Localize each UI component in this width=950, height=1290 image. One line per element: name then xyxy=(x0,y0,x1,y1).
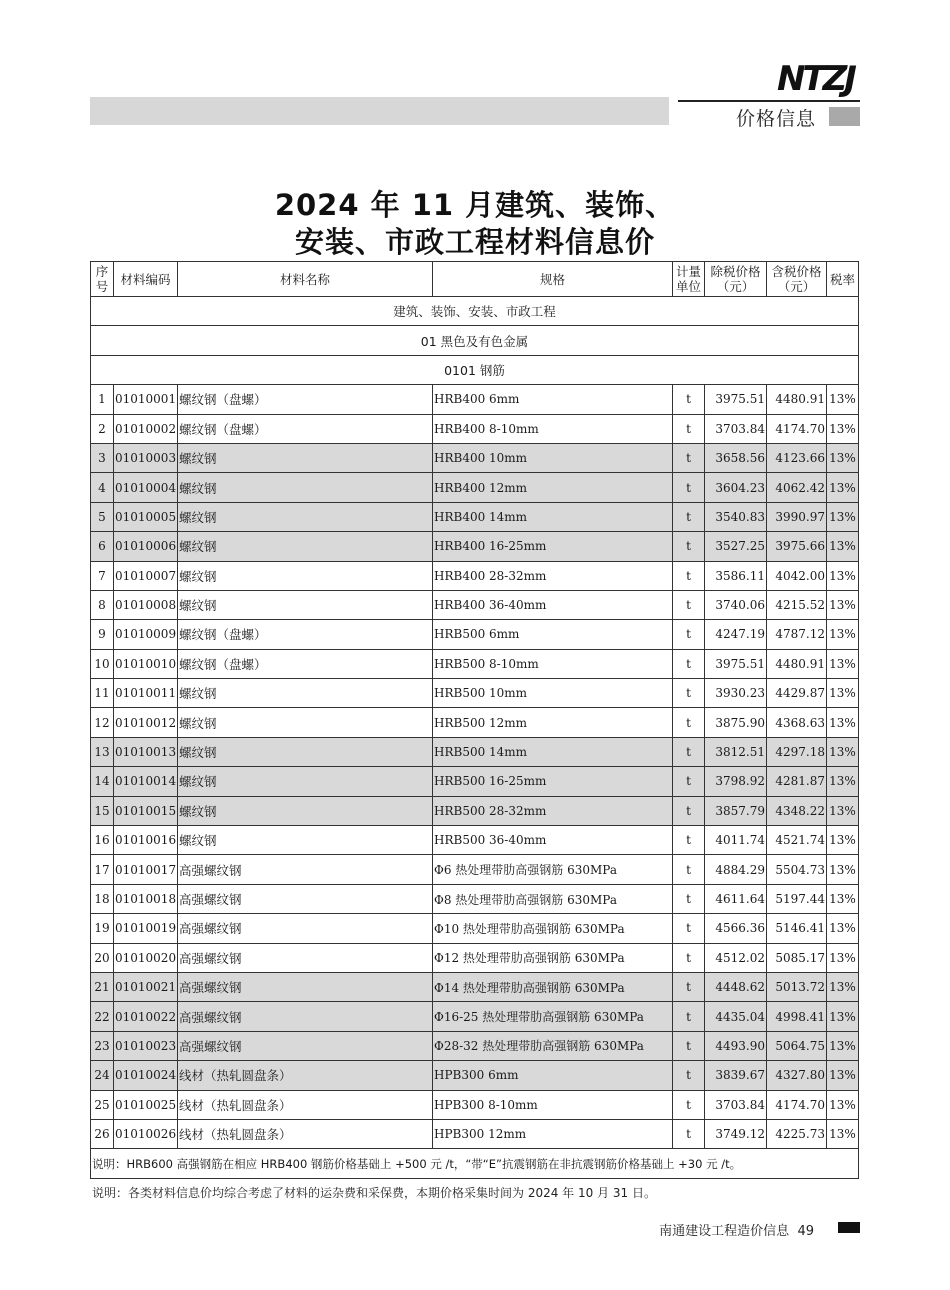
table-row xyxy=(91,943,859,972)
category-label: 建筑、装饰、安装、市政工程 xyxy=(91,297,859,326)
unit: t xyxy=(673,1119,705,1148)
col-header-tax: 税率 xyxy=(827,262,859,297)
material-name: 螺纹钢 xyxy=(178,767,433,796)
material-spec: HRB400 36-40mm xyxy=(433,590,673,619)
price-inc-tax: 4123.66 xyxy=(767,443,827,472)
material-name: 螺纹钢（盘螺） xyxy=(178,649,433,678)
price-inc-tax: 5085.17 xyxy=(767,943,827,972)
unit: t xyxy=(673,649,705,678)
material-spec: HRB400 14mm xyxy=(433,502,673,531)
col-header-code: 材料编码 xyxy=(114,262,178,297)
unit: t xyxy=(673,708,705,737)
table-row xyxy=(91,826,859,855)
col-header-unit: 计量 单位 xyxy=(673,262,705,297)
table-row xyxy=(91,502,859,531)
row-number: 6 xyxy=(91,532,114,561)
unit: t xyxy=(673,620,705,649)
material-name: 高强螺纹钢 xyxy=(178,943,433,972)
price-ex-tax: 3875.90 xyxy=(705,708,767,737)
material-name: 螺纹钢 xyxy=(178,796,433,825)
material-spec: HRB500 6mm xyxy=(433,620,673,649)
tax-rate: 13% xyxy=(827,972,859,1001)
material-spec: Φ12 热处理带肋高强钢筋 630MPa xyxy=(433,943,673,972)
row-number: 19 xyxy=(91,914,114,943)
tax-rate: 13% xyxy=(827,1090,859,1119)
material-spec: HRB500 16-25mm xyxy=(433,767,673,796)
col-header-name: 材料名称 xyxy=(178,262,433,297)
material-code: 01010010 xyxy=(114,649,178,678)
price-ex-tax: 3798.92 xyxy=(705,767,767,796)
material-code: 01010021 xyxy=(114,972,178,1001)
table-row xyxy=(91,767,859,796)
material-code: 01010019 xyxy=(114,914,178,943)
category-row xyxy=(91,355,859,384)
material-code: 01010023 xyxy=(114,1031,178,1060)
material-spec: Φ14 热处理带肋高强钢筋 630MPa xyxy=(433,972,673,1001)
ntzj-logo: NTZJ xyxy=(777,59,854,99)
material-name: 螺纹钢 xyxy=(178,737,433,766)
table-row xyxy=(91,443,859,472)
price-ex-tax: 4247.19 xyxy=(705,620,767,649)
table-row xyxy=(91,884,859,913)
price-ex-tax: 4512.02 xyxy=(705,943,767,972)
row-number: 3 xyxy=(91,443,114,472)
category-row xyxy=(91,326,859,355)
material-spec: HRB500 12mm xyxy=(433,708,673,737)
price-ex-tax: 3740.06 xyxy=(705,590,767,619)
footer-label xyxy=(659,1220,814,1239)
unit: t xyxy=(673,1090,705,1119)
row-number: 5 xyxy=(91,502,114,531)
table-row xyxy=(91,649,859,678)
unit: t xyxy=(673,943,705,972)
price-ex-tax: 4448.62 xyxy=(705,972,767,1001)
row-number: 14 xyxy=(91,767,114,796)
unit: t xyxy=(673,532,705,561)
material-code: 01010009 xyxy=(114,620,178,649)
price-ex-tax: 3527.25 xyxy=(705,532,767,561)
material-name: 线材（热轧圆盘条） xyxy=(178,1090,433,1119)
material-spec: Φ10 热处理带肋高强钢筋 630MPa xyxy=(433,914,673,943)
price-inc-tax: 4787.12 xyxy=(767,620,827,649)
price-ex-tax: 3703.84 xyxy=(705,1090,767,1119)
tax-rate: 13% xyxy=(827,679,859,708)
row-number: 7 xyxy=(91,561,114,590)
row-number: 26 xyxy=(91,1119,114,1148)
price-inc-tax: 5146.41 xyxy=(767,914,827,943)
price-ex-tax: 3749.12 xyxy=(705,1119,767,1148)
row-number: 11 xyxy=(91,679,114,708)
price-inc-tax: 4281.87 xyxy=(767,767,827,796)
table-row xyxy=(91,1061,859,1090)
category-label: 0101 钢筋 xyxy=(91,355,859,384)
tax-rate: 13% xyxy=(827,649,859,678)
price-inc-tax: 4429.87 xyxy=(767,679,827,708)
row-number: 21 xyxy=(91,972,114,1001)
material-spec: HRB500 14mm xyxy=(433,737,673,766)
price-ex-tax: 3975.51 xyxy=(705,649,767,678)
material-spec: HPB300 12mm xyxy=(433,1119,673,1148)
price-inc-tax: 4225.73 xyxy=(767,1119,827,1148)
material-code: 01010026 xyxy=(114,1119,178,1148)
price-inc-tax: 4521.74 xyxy=(767,826,827,855)
unit: t xyxy=(673,443,705,472)
row-number: 18 xyxy=(91,884,114,913)
material-name: 螺纹钢 xyxy=(178,443,433,472)
material-spec: HRB500 28-32mm xyxy=(433,796,673,825)
unit: t xyxy=(673,473,705,502)
header-band xyxy=(90,97,669,125)
material-code: 01010012 xyxy=(114,708,178,737)
unit: t xyxy=(673,502,705,531)
price-inc-tax: 5013.72 xyxy=(767,972,827,1001)
row-number: 4 xyxy=(91,473,114,502)
material-code: 01010005 xyxy=(114,502,178,531)
price-ex-tax: 3540.83 xyxy=(705,502,767,531)
price-ex-tax: 3975.51 xyxy=(705,385,767,414)
material-spec: Φ6 热处理带肋高强钢筋 630MPa xyxy=(433,855,673,884)
price-ex-tax: 4435.04 xyxy=(705,1002,767,1031)
price-ex-tax: 3812.51 xyxy=(705,737,767,766)
table-row xyxy=(91,1119,859,1148)
tax-rate: 13% xyxy=(827,502,859,531)
unit: t xyxy=(673,561,705,590)
price-inc-tax: 5197.44 xyxy=(767,884,827,913)
material-name: 螺纹钢 xyxy=(178,679,433,708)
price-inc-tax: 4215.52 xyxy=(767,590,827,619)
price-ex-tax: 3586.11 xyxy=(705,561,767,590)
header-rule xyxy=(678,100,860,102)
material-name: 螺纹钢 xyxy=(178,561,433,590)
unit: t xyxy=(673,737,705,766)
row-number: 23 xyxy=(91,1031,114,1060)
price-ex-tax: 4493.90 xyxy=(705,1031,767,1060)
tax-rate: 13% xyxy=(827,1119,859,1148)
unit: t xyxy=(673,590,705,619)
material-name: 线材（热轧圆盘条） xyxy=(178,1061,433,1090)
table-row xyxy=(91,385,859,414)
price-inc-tax: 4368.63 xyxy=(767,708,827,737)
material-spec: Φ16-25 热处理带肋高强钢筋 630MPa xyxy=(433,1002,673,1031)
unit: t xyxy=(673,884,705,913)
row-number: 25 xyxy=(91,1090,114,1119)
row-number: 10 xyxy=(91,649,114,678)
price-ex-tax: 3658.56 xyxy=(705,443,767,472)
material-code: 01010002 xyxy=(114,414,178,443)
unit: t xyxy=(673,972,705,1001)
material-name: 螺纹钢 xyxy=(178,532,433,561)
price-ex-tax: 3857.79 xyxy=(705,796,767,825)
tax-rate: 13% xyxy=(827,826,859,855)
table-row xyxy=(91,620,859,649)
tax-rate: 13% xyxy=(827,708,859,737)
material-code: 01010016 xyxy=(114,826,178,855)
price-ex-tax: 4011.74 xyxy=(705,826,767,855)
material-code: 01010024 xyxy=(114,1061,178,1090)
tax-rate: 13% xyxy=(827,914,859,943)
row-number: 12 xyxy=(91,708,114,737)
material-name: 高强螺纹钢 xyxy=(178,1002,433,1031)
note-row xyxy=(91,1149,859,1178)
material-code: 01010001 xyxy=(114,385,178,414)
row-number: 17 xyxy=(91,855,114,884)
material-spec: HRB400 10mm xyxy=(433,443,673,472)
tax-rate: 13% xyxy=(827,884,859,913)
material-name: 高强螺纹钢 xyxy=(178,855,433,884)
section-marker xyxy=(829,107,860,126)
material-code: 01010008 xyxy=(114,590,178,619)
unit: t xyxy=(673,679,705,708)
material-code: 01010013 xyxy=(114,737,178,766)
material-spec: Φ28-32 热处理带肋高强钢筋 630MPa xyxy=(433,1031,673,1060)
table-row xyxy=(91,737,859,766)
material-spec: HRB500 36-40mm xyxy=(433,826,673,855)
table-header-row xyxy=(91,262,859,297)
page-title-line2: 安装、市政工程材料信息价 xyxy=(294,225,655,259)
price-ex-tax: 3604.23 xyxy=(705,473,767,502)
material-spec: HRB400 12mm xyxy=(433,473,673,502)
material-code: 01010020 xyxy=(114,943,178,972)
table-note: 说明：HRB600 高强钢筋在相应 HRB400 钢筋价格基础上 +500 元 /t，“带“E”抗震钢筋在非抗震钢筋价格基础上 +30 元 /t。 xyxy=(91,1149,859,1178)
material-spec: HRB500 8-10mm xyxy=(433,649,673,678)
table-row xyxy=(91,796,859,825)
price-inc-tax: 4327.80 xyxy=(767,1061,827,1090)
material-code: 01010006 xyxy=(114,532,178,561)
unit: t xyxy=(673,414,705,443)
tax-rate: 13% xyxy=(827,1061,859,1090)
price-inc-tax: 4998.41 xyxy=(767,1002,827,1031)
page-number: 49 xyxy=(797,1224,814,1239)
material-code: 01010011 xyxy=(114,679,178,708)
col-header-inc-tax: 含税价格 （元） xyxy=(767,262,827,297)
tax-rate: 13% xyxy=(827,561,859,590)
material-code: 01010004 xyxy=(114,473,178,502)
row-number: 16 xyxy=(91,826,114,855)
table-row xyxy=(91,1031,859,1060)
table-row xyxy=(91,590,859,619)
tax-rate: 13% xyxy=(827,385,859,414)
price-ex-tax: 3930.23 xyxy=(705,679,767,708)
row-number: 13 xyxy=(91,737,114,766)
material-name: 螺纹钢 xyxy=(178,473,433,502)
material-name: 高强螺纹钢 xyxy=(178,914,433,943)
row-number: 20 xyxy=(91,943,114,972)
tax-rate: 13% xyxy=(827,473,859,502)
material-code: 01010022 xyxy=(114,1002,178,1031)
category-label: 01 黑色及有色金属 xyxy=(91,326,859,355)
material-name: 螺纹钢 xyxy=(178,590,433,619)
tax-rate: 13% xyxy=(827,943,859,972)
page-title-line1: 2024 年 11 月建筑、装饰、 xyxy=(274,188,676,222)
material-spec: HRB400 8-10mm xyxy=(433,414,673,443)
unit: t xyxy=(673,1002,705,1031)
price-inc-tax: 4042.00 xyxy=(767,561,827,590)
table-row xyxy=(91,914,859,943)
tax-rate: 13% xyxy=(827,590,859,619)
price-inc-tax: 3990.97 xyxy=(767,502,827,531)
material-spec: HPB300 8-10mm xyxy=(433,1090,673,1119)
table-row xyxy=(91,855,859,884)
price-inc-tax: 5064.75 xyxy=(767,1031,827,1060)
table-row xyxy=(91,679,859,708)
price-ex-tax: 4611.64 xyxy=(705,884,767,913)
tax-rate: 13% xyxy=(827,855,859,884)
material-spec: HPB300 6mm xyxy=(433,1061,673,1090)
table-row xyxy=(91,972,859,1001)
material-name: 螺纹钢 xyxy=(178,502,433,531)
material-name: 高强螺纹钢 xyxy=(178,1031,433,1060)
publication-name: 南通建设工程造价信息 xyxy=(659,1224,790,1239)
row-number: 9 xyxy=(91,620,114,649)
price-inc-tax: 3975.66 xyxy=(767,532,827,561)
price-inc-tax: 5504.73 xyxy=(767,855,827,884)
tax-rate: 13% xyxy=(827,796,859,825)
material-spec: HRB500 10mm xyxy=(433,679,673,708)
tax-rate: 13% xyxy=(827,737,859,766)
tax-rate: 13% xyxy=(827,1002,859,1031)
row-number: 24 xyxy=(91,1061,114,1090)
tax-rate: 13% xyxy=(827,443,859,472)
material-code: 01010003 xyxy=(114,443,178,472)
price-table xyxy=(90,261,859,1179)
material-spec: Φ8 热处理带肋高强钢筋 630MPa xyxy=(433,884,673,913)
table-row xyxy=(91,561,859,590)
material-name: 螺纹钢（盘螺） xyxy=(178,385,433,414)
col-header-ex-tax: 除税价格 （元） xyxy=(705,262,767,297)
price-inc-tax: 4348.22 xyxy=(767,796,827,825)
unit: t xyxy=(673,914,705,943)
material-name: 螺纹钢（盘螺） xyxy=(178,620,433,649)
footer-marker xyxy=(838,1222,860,1233)
price-inc-tax: 4480.91 xyxy=(767,649,827,678)
table-row xyxy=(91,414,859,443)
material-name: 螺纹钢 xyxy=(178,708,433,737)
unit: t xyxy=(673,796,705,825)
price-ex-tax: 3839.67 xyxy=(705,1061,767,1090)
col-header-spec: 规格 xyxy=(433,262,673,297)
category-row xyxy=(91,297,859,326)
material-name: 螺纹钢（盘螺） xyxy=(178,414,433,443)
footnote: 说明：各类材料信息价均综合考虑了材料的运杂费和采保费，本期价格采集时间为 2024 年 10 月 31 日。 xyxy=(92,1186,656,1200)
material-code: 01010025 xyxy=(114,1090,178,1119)
material-code: 01010007 xyxy=(114,561,178,590)
material-name: 线材（热轧圆盘条） xyxy=(178,1119,433,1148)
tax-rate: 13% xyxy=(827,620,859,649)
material-code: 01010017 xyxy=(114,855,178,884)
table-row xyxy=(91,532,859,561)
material-spec: HRB400 28-32mm xyxy=(433,561,673,590)
table-row xyxy=(91,1002,859,1031)
price-inc-tax: 4062.42 xyxy=(767,473,827,502)
unit: t xyxy=(673,1031,705,1060)
tax-rate: 13% xyxy=(827,532,859,561)
material-code: 01010014 xyxy=(114,767,178,796)
section-label: 价格信息 xyxy=(736,108,817,130)
unit: t xyxy=(673,1061,705,1090)
tax-rate: 13% xyxy=(827,414,859,443)
price-ex-tax: 4884.29 xyxy=(705,855,767,884)
material-name: 高强螺纹钢 xyxy=(178,884,433,913)
material-spec: HRB400 6mm xyxy=(433,385,673,414)
price-inc-tax: 4297.18 xyxy=(767,737,827,766)
table-row xyxy=(91,473,859,502)
price-inc-tax: 4480.91 xyxy=(767,385,827,414)
unit: t xyxy=(673,855,705,884)
row-number: 15 xyxy=(91,796,114,825)
price-ex-tax: 3703.84 xyxy=(705,414,767,443)
unit: t xyxy=(673,385,705,414)
table-row xyxy=(91,708,859,737)
material-spec: HRB400 16-25mm xyxy=(433,532,673,561)
price-ex-tax: 4566.36 xyxy=(705,914,767,943)
material-name: 螺纹钢 xyxy=(178,826,433,855)
col-header-no: 序 号 xyxy=(91,262,114,297)
material-code: 01010018 xyxy=(114,884,178,913)
row-number: 8 xyxy=(91,590,114,619)
row-number: 1 xyxy=(91,385,114,414)
unit: t xyxy=(673,767,705,796)
unit: t xyxy=(673,826,705,855)
table-row xyxy=(91,1090,859,1119)
tax-rate: 13% xyxy=(827,767,859,796)
row-number: 22 xyxy=(91,1002,114,1031)
material-code: 01010015 xyxy=(114,796,178,825)
material-name: 高强螺纹钢 xyxy=(178,972,433,1001)
row-number: 2 xyxy=(91,414,114,443)
tax-rate: 13% xyxy=(827,1031,859,1060)
price-inc-tax: 4174.70 xyxy=(767,414,827,443)
price-inc-tax: 4174.70 xyxy=(767,1090,827,1119)
